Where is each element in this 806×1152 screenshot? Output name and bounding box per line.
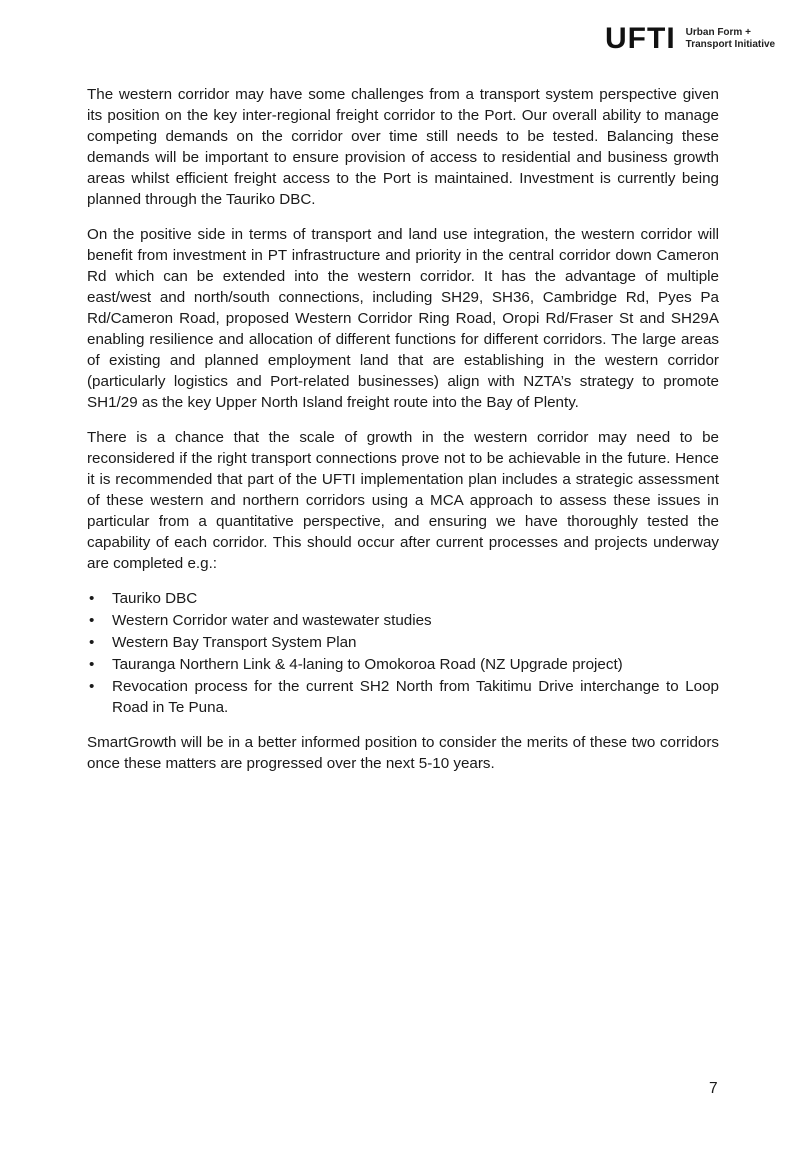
list-item: • Revocation process for the current SH2 North from Takitimu Drive interchange to Loop Road in Te Puna. <box>87 676 719 718</box>
paragraph-closing: SmartGrowth will be in a better informed position to consider the merits of these two corridors once these matters are progressed over the next 5-10 years. <box>87 734 719 772</box>
paragraph-reconsider-growth: There is a chance that the scale of growth in the western corridor may need to be reconsidered if the right transport connections prove not to be achievable in the future. Hence it is recommended that part of the UFTI implementation plan includes a strategic assessment of these western and northern corridors using a MCA approach to assess these issues in particular from a quantitative perspective, and ensuring we have thoroughly tested the capability of each corridor. This should occur after current processes and projects underway are completed e.g.: <box>87 429 719 572</box>
paragraph-western-corridor-challenges: The western corridor may have some challenges from a transport system perspective given its position on the key inter-regional freight corridor to the Port. Our overall ability to manage competing demands on the corridor over time still needs to be tested. Balancing these demands will be important to ensure provision of access to residential and business growth areas whilst efficient freight access to the Port is maintained. Investment is currently being planned through the Tauriko DBC. <box>87 86 719 208</box>
document-body <box>87 84 719 788</box>
list-item: • Western Bay Transport System Plan <box>87 632 719 653</box>
list-item: • Tauriko DBC <box>87 588 719 609</box>
logo-subtitle-line-1: Urban Form + <box>685 27 751 38</box>
paragraph-positive-side: On the positive side in terms of transport and land use integration, the western corridor will benefit from investment in PT infrastructure and priority in the central corridor down Cameron Rd which can be extended into the western corridor. It has the advantage of multiple east/west and north/south connections, including SH29, SH36, Cambridge Rd, Pyes Pa Rd/Cameron Road, proposed Western Corridor Ring Road, Oropi Rd/Fraser St and SH29A enabling resilience and allocation of different functions for different corridors. The large areas of existing and planned employment land that are establishing in the western corridor (particularly logistics and Port-related businesses) align with NZTA’s strategy to promote SH1/29 as the key Upper North Island freight route into the Bay of Plenty. <box>87 226 719 411</box>
list-item: • Western Corridor water and wastewater studies <box>87 610 719 631</box>
list-item: • Tauranga Northern Link & 4-laning to Omokoroa Road (NZ Upgrade project) <box>87 654 719 675</box>
logo-wordmark: UFTI <box>605 22 676 55</box>
logo-subtitle-line-2: Transport Initiative <box>685 39 776 50</box>
ufti-logo <box>605 24 775 54</box>
logo-subtitle <box>686 27 775 51</box>
processes-list <box>87 588 719 718</box>
page-number: 7 <box>709 1080 718 1097</box>
